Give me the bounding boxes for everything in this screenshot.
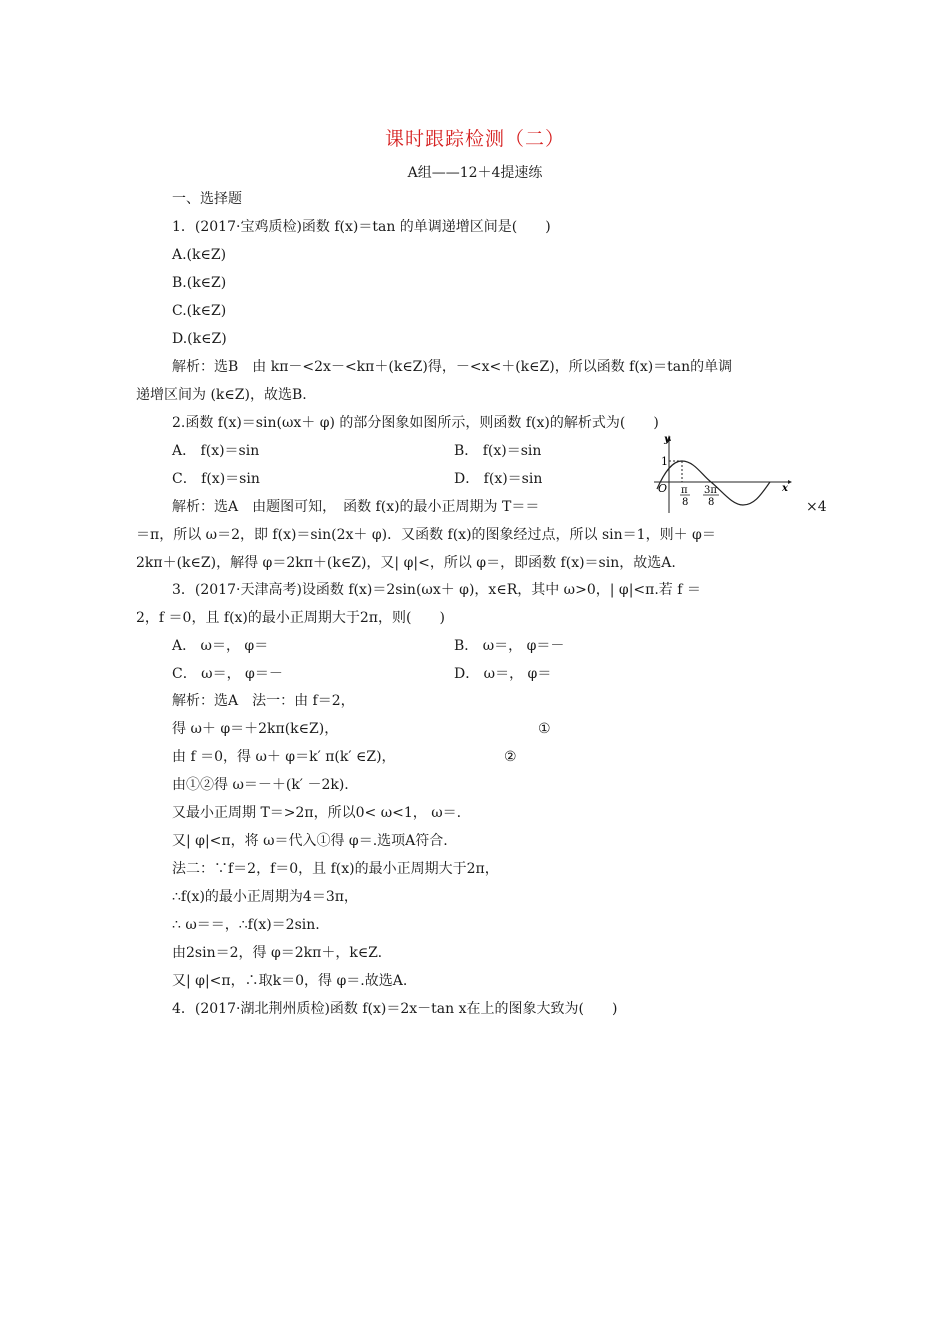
q2-option-d: D． f(x)＝sin xyxy=(454,471,543,487)
y-one-label: 1 xyxy=(661,455,668,468)
q1-option-b: B.(k∈Z) xyxy=(172,275,227,291)
q3-option-c: C． ω＝， φ＝－ xyxy=(172,666,283,682)
q1-option-c: C.(k∈Z) xyxy=(172,303,227,319)
q3-option-a: A． ω＝， φ＝ xyxy=(172,638,269,654)
q3-stem: 2，f ＝0，且 f(x)的最小正周期大于2π，则( ) xyxy=(136,610,445,626)
x-axis-label: x xyxy=(782,483,788,494)
group-subtitle: A组——12＋4提速练 xyxy=(407,165,543,181)
tick-pi-over-8-den: 8 xyxy=(682,497,689,508)
q3-analysis-line: 又最小正周期 T＝>2π，所以0< ω<1， ω＝. xyxy=(172,805,462,821)
equation-marker-1: ① xyxy=(538,721,551,737)
equation-marker-2: ② xyxy=(504,749,517,765)
q4-stem: 4．(2017·湖北荆州质检)函数 f(x)＝2x－tan x在上的图象大致为( ) xyxy=(172,1001,618,1017)
q2-option-b: B． f(x)＝sin xyxy=(454,443,542,459)
q3-stem: 3．(2017·天津高考)设函数 f(x)＝2sin(ωx＋ φ)，x∈R，其中 ω>0，| φ|<π.若 f ＝ xyxy=(172,582,701,598)
q3-analysis-line: 又| φ|<π，将 ω＝代入①得 φ＝.选项A符合. xyxy=(172,833,448,849)
q1-analysis-line: 递增区间为 (k∈Z)，故选B. xyxy=(136,387,307,403)
q2-option-a: A． f(x)＝sin xyxy=(172,443,260,459)
q2-option-c: C． f(x)＝sin xyxy=(172,471,260,487)
q3-analysis-line: 由 f ＝0，得 ω＋ φ＝k′ π(k′ ∈Z)， xyxy=(172,749,396,765)
q3-analysis-line: 由①②得 ω＝－＋(k′ －2k). xyxy=(172,777,349,793)
x-axis-arrow xyxy=(788,480,792,484)
q3-option-d: D． ω＝， φ＝ xyxy=(454,666,552,682)
page-title: 课时跟踪检测（二） xyxy=(384,128,565,150)
q2-analysis-line: 解析：选A 由题图可知， 函数 f(x)的最小正周期为 T＝＝ xyxy=(172,499,540,515)
q3-analysis-line: ∴ ω＝＝，∴f(x)＝2sin. xyxy=(172,917,320,933)
q1-option-a: A.(k∈Z) xyxy=(172,247,227,263)
q2-analysis-line: 2kπ＋(k∈Z)，解得 φ＝2kπ＋(k∈Z)，又| φ|<，所以 φ＝，即函数 f(x)＝sin，故选A. xyxy=(136,555,676,571)
q2-stem: 2.函数 f(x)＝sin(ωx＋ φ) 的部分图象如图所示，则函数 f(x)的解析式为( ) xyxy=(172,415,659,431)
q2-analysis-line: ×4 xyxy=(806,499,827,515)
q3-analysis-line: 法二：∵f＝2，f＝0，且 f(x)的最小正周期大于2π， xyxy=(172,861,499,877)
q1-analysis-line: 解析：选B 由 kπ－<2x－<kπ＋(k∈Z)得，－<x<＋(k∈Z)，所以函数 f(x)＝tan的单调 xyxy=(172,359,733,375)
q3-analysis-line: 解析：选A 法一：由 f＝2， xyxy=(172,693,355,709)
q3-analysis-line: 又| φ|<π，∴取k＝0，得 φ＝.故选A. xyxy=(172,973,408,989)
origin-label: O xyxy=(658,482,668,495)
section-heading: 一、选择题 xyxy=(172,191,242,207)
q1-option-d: D.(k∈Z) xyxy=(172,331,227,347)
tick-3pi-over-8-num: 3π xyxy=(704,485,717,496)
q3-analysis-line: ∴f(x)的最小正周期为4＝3π， xyxy=(172,889,358,905)
tick-pi-over-8-num: π xyxy=(681,485,688,496)
q3-analysis-line: 得 ω＋ φ＝＋2kπ(k∈Z)， xyxy=(172,721,339,737)
tick-3pi-over-8-den: 8 xyxy=(708,497,715,508)
q3-option-b: B． ω＝， φ＝－ xyxy=(454,638,565,654)
y-axis-label: y xyxy=(664,434,670,445)
sine-graph-figure xyxy=(652,433,792,515)
q1-stem: 1．(2017·宝鸡质检)函数 f(x)＝tan 的单调递增区间是( ) xyxy=(172,219,551,235)
q2-analysis-line: ＝π，所以 ω＝2，即 f(x)＝sin(2x＋ φ)．又函数 f(x)的图象经过点，所以 sin＝1，则＋ φ＝ xyxy=(136,527,716,543)
graph-axes xyxy=(654,435,792,513)
q3-analysis-line: 由2sin＝2，得 φ＝2kπ＋，k∈Z. xyxy=(172,945,383,961)
